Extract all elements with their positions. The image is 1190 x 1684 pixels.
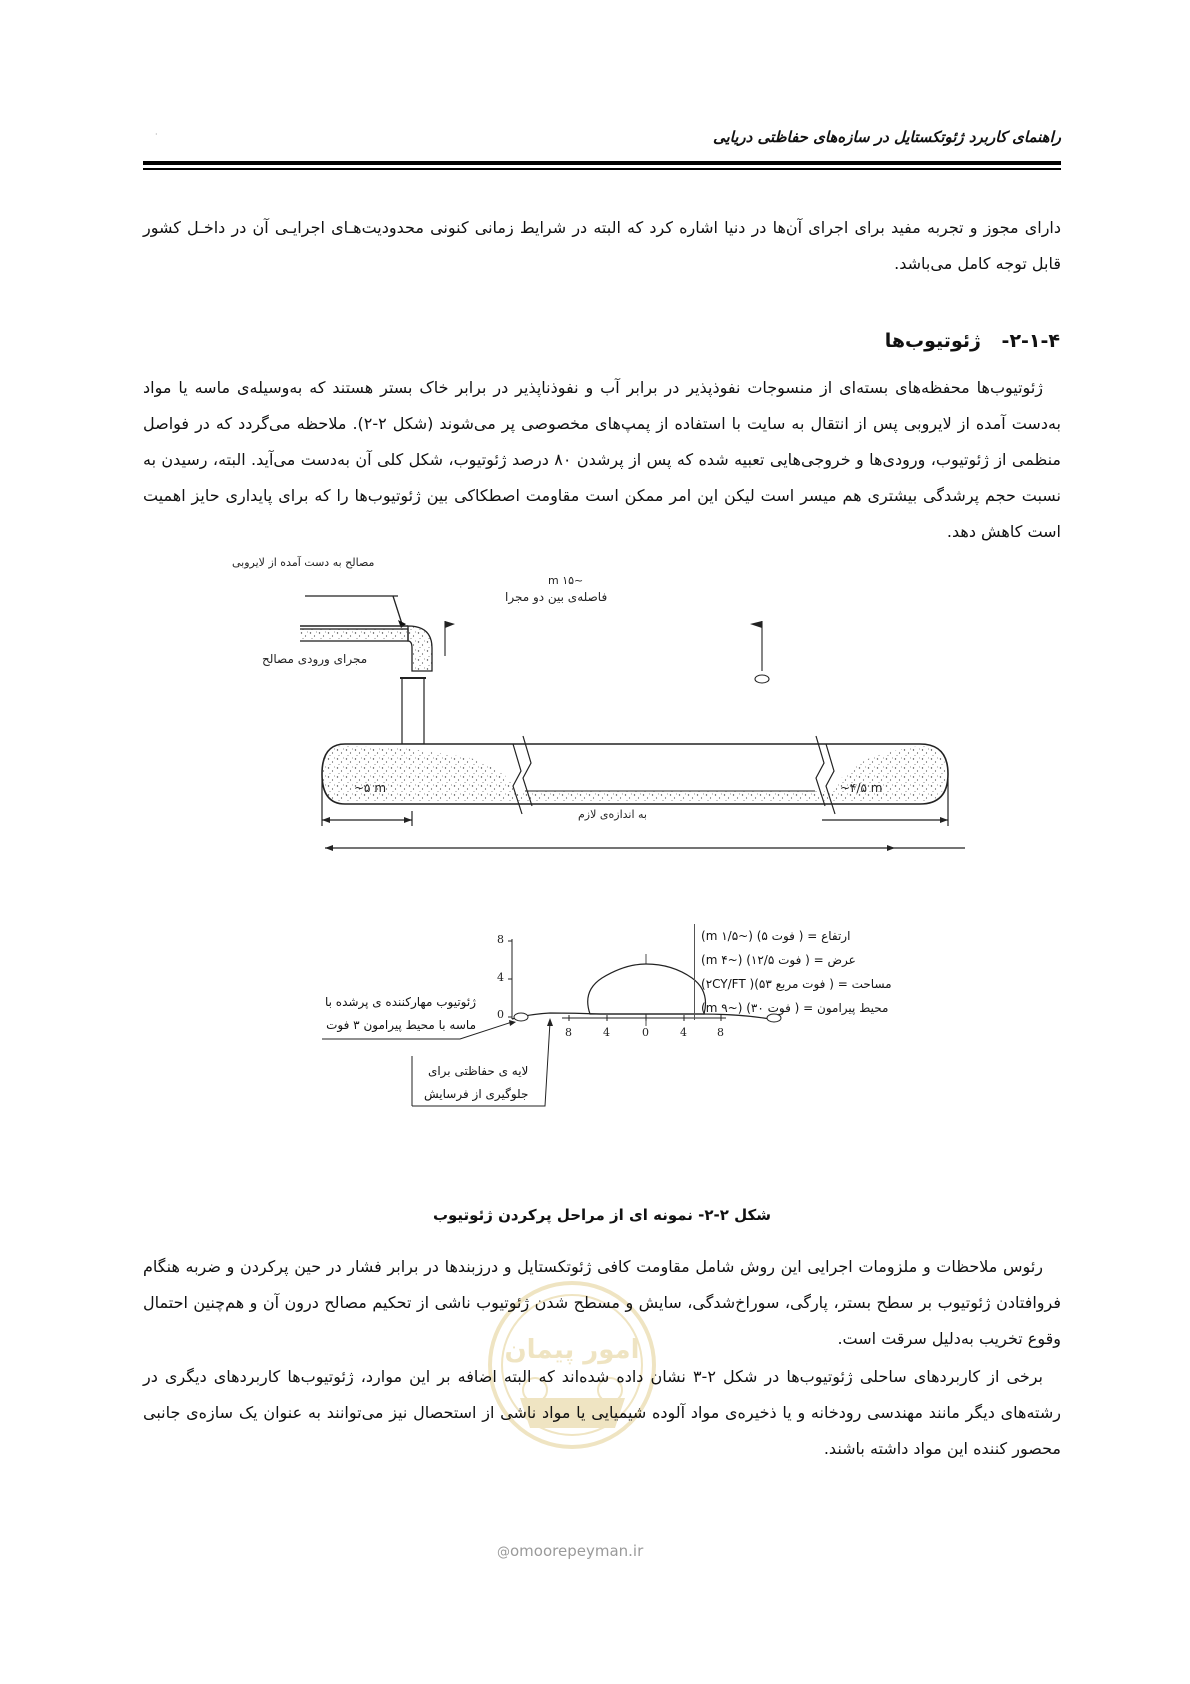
figure-geotube-filling (232, 556, 965, 1201)
x-tick-8-right: 8 (717, 1026, 724, 1039)
header-rule-thin (143, 168, 1061, 170)
dim-right: ~۴/۵ m (840, 781, 883, 795)
spec-width: عرض = ( فوت ۱۲/۵) (~۴ m) (701, 953, 856, 967)
watermark-url-text: omoorepeyman.ir (510, 1542, 644, 1560)
label-spacing-value: ~۱۵ m (548, 574, 584, 587)
intro-paragraph: دارای مجوز و تجربه مفید برای اجرای آن‌ها در دنیا اشاره کرد که البته در شرایط زمانی کنونی محدودیت‌هـای اجرایـی آن در داخـل کشور قابل توجه کامل می‌باشد. (143, 218, 1061, 273)
label-spacing-text: فاصله‌ی بین دو مجرا (505, 590, 608, 604)
figure-caption (143, 1206, 1061, 1224)
at-icon: @ (497, 1545, 510, 1560)
watermark-logo-text: امور پیمان (504, 1335, 640, 1365)
leader-arrowhead (398, 620, 406, 628)
header-dot: · (155, 130, 158, 139)
x-tick-0: 0 (642, 1026, 649, 1039)
watermark-url (497, 1542, 643, 1560)
y-tick-4: 4 (497, 971, 504, 984)
x-tick-4-right: 4 (680, 1026, 687, 1039)
callout-anchor-line1: ژئوتیوب مهارکننده ی پرشده با (325, 995, 476, 1009)
paragraph-after-figure: رئوس ملاحظات و ملزومات اجرایی این روش شامل مقاومت کافی ژئوتکستایل و درزبندها در برابر فشار در حین پرکردن و ضربه هنگام فروافتادن ژئوتیوب بر سطح بستر، پارگی، سوراخ‌شدگی، سایش و مسطح شدن ژئوتیوب ناشی از تحکیم مصالح درون آن و هم‌چنین احتمال وقوع تخریب به‌دلیل سرقت است. (143, 1257, 1061, 1348)
section-title: ژئوتیوب‌ها (884, 330, 981, 352)
label-inlet: مجرای ورودی مصالح (262, 652, 368, 666)
pipe-elbow (408, 626, 432, 671)
callout-layer-line1: لایه ی حفاظتی برای (427, 1064, 529, 1078)
caption-prefix: شکل ۲-۲ (704, 1206, 772, 1224)
supply-pipe (300, 629, 408, 641)
spec-area: مساحت = ( فوت مربع ۵۳)( ۲CY/FT) (701, 977, 892, 991)
callout-anchor-line2: ماسه با محیط پیرامون ۳ فوت (326, 1018, 476, 1032)
dim-total: به اندازه‌ی لازم (578, 808, 647, 821)
spec-height: ارتفاع = ( فوت ۵) (~۱/۵ m) (701, 929, 851, 943)
x-tick-8-left: 8 (565, 1026, 572, 1039)
section-heading (885, 330, 1060, 352)
section-paragraph: ژئوتیوب‌ها محفظه‌های بسته‌ای از منسوجات نفوذپذیر در برابر آب و نفوذناپذیر در برابر خاک بستر هستند که به‌وسیله‌ی ماسه یا مواد به‌دست آمده از لایروبی پس از انتقال به سایت با استفاده از پمپ‌های مخصوصی پر می‌شوند (شکل ۲-۲). ملاحظه می‌گردد که در فواصل منظمی از ژئوتیوب، ورودی‌ها و خروجی‌هایی تعبیه شده که پس از پرشدن ۸۰ درصد ژئوتیوب، شکل کلی آن به‌دست می‌آید. البته، رسیدن به نسبت حجم پرشدگی بیشتری هم میسر است لیکن این امر ممکن است مقاومت اصطکاکی بین ژئوتیوب‌ها را که برای پایداری حایز اهمیت است کاهش دهد. (143, 378, 1062, 541)
caption-text: - نمونه ای از مراحل پرکردن ژئوتیوب (432, 1206, 705, 1224)
header-rule-thick (143, 161, 1061, 165)
callout-anchor-tube (325, 991, 476, 1037)
section-number: ۲-۱-۴- (1001, 330, 1060, 352)
anchor-tube-left (514, 1013, 528, 1021)
label-dredged-material: مصالح به دست آمده از لایروبی (232, 556, 375, 569)
page-header (143, 128, 1061, 164)
spec-box (694, 924, 931, 1020)
x-tick-4-left: 4 (603, 1026, 610, 1039)
dim-left: ~۵ m (354, 781, 387, 795)
figure-drawing (300, 586, 965, 1201)
callout-layer-line2: جلوگیری از فرسایش (424, 1087, 529, 1101)
geotube-section (588, 964, 706, 1014)
last-paragraph: برخی از کاربردهای ساحلی ژئوتیوب‌ها در شکل ۲-۳ نشان داده شده‌اند که البته اضافه بر این موارد، ژئوتیوب‌ها کاربردهای دیگری در رشته‌های دیگر مانند مهندسی رودخانه و یا ذخیره‌ی مواد آلوده شیمیایی یا مواد ناشی از استحصال نیز می‌توانند به عنوان یک سازه‌ی جانبی محصور کننده این مواد داشته باشند. (143, 1367, 1061, 1458)
outlet-marker (755, 675, 769, 683)
running-header-title: راهنمای کاربرد ژئوتکستایل در سازه‌های حفاظتی دریایی (712, 128, 1061, 146)
callout-protective-layer (424, 1060, 528, 1106)
inlet-pipe (402, 678, 424, 744)
y-tick-0: 0 (497, 1008, 504, 1021)
leader-line (393, 596, 402, 624)
fill-bottom-layer (520, 791, 825, 802)
y-tick-8: 8 (497, 933, 504, 946)
spec-perimeter: محیط پیرامون = ( فوت ۳۰) (~۹ m) (701, 1001, 889, 1015)
